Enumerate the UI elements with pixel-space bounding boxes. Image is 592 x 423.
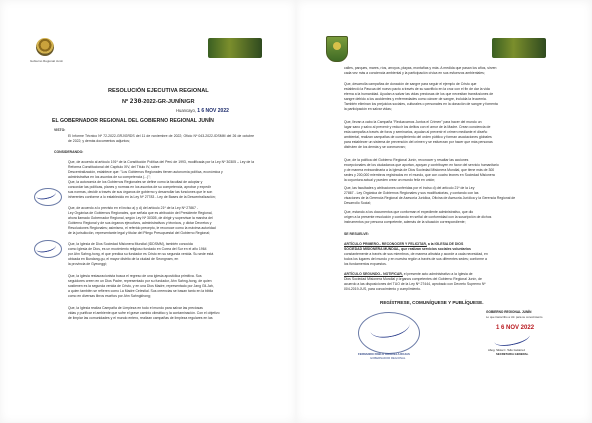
considering-label: CONSIDERANDO:	[54, 150, 84, 154]
paragraph-8: Que, llevan a cabo la Campaña "Reduzcamos Juntos el Crimen" para hacer del mundo un lugar sano y salvo al prevenir y reducir los delitos con el amor de la Madre. Crean conciencia de esta campaña a través de foros y seminarios, ayudan al prevenir el crimen mediante el diseño ambiental, realizan campañas de cumplimiento del orden público y forman asociaciones globales para establecer un sistema de prevención del crimen y se esfuerzan por hacer que más personas disfruten de los demás y se conmuevan;	[344, 120, 493, 150]
paragraph-6: Que, la Iglesia realiza Campaña de Limpieza en todo el mundo para salvar las preciosas vidas y purificar el ambiente que sufre el grave cambio climático y la contaminación. Con el objetivo de limpiar las comunidades y el mundo entero, realizan campañas de limpieza regulares en las	[68, 306, 220, 321]
paragraph-9: Que, de la política del Gobierno Regional Junín, reconocer y resaltar las acciones excepcionales de los ciudadanos que aportan, apoyan y contribuyen en favor del servicio humanitario y de manera extraordinaria a la Iglesia de Dios Sociedad Misionera Mundial, que tiene más de 300 sedes y 200,000 miembros registrados en el mundo, que con cuatro leones en Sociedad Misionera la coyuntura actual y pueden crear un mundo feliz en unión;	[344, 158, 499, 183]
copy-stamp-text: Lo que transcribo a Ud. para su conocimiento	[486, 315, 543, 319]
closing-formula: REGÍSTRESE, COMUNÍQUESE Y PUBLÍQUESE.	[380, 300, 484, 305]
regional-brand-logo-icon	[492, 38, 546, 58]
signer-role: GOBERNADOR REGIONAL	[370, 356, 406, 360]
logo-caption: Gobierno Regional Junín	[30, 59, 64, 63]
paragraph-4: Que, la Iglesia de Dios Sociedad Misionera Mundial (IDDSMM), también conocida como Iglesia de Dios, es un movimiento religioso fundado en Corea del Sur en el año 1964 por Ahn Sahng-hong, el que predica su fundador es Cristo en su segunda venida. Su sede está ubicada en Bundang-gu, el mayor distrito de la ciudad de Seongnam, en la provincia de Gyeonggi;	[68, 242, 214, 267]
seen-label: VISTO:	[54, 128, 66, 132]
copy-stamp-date: 1 6 NOV 2022	[496, 325, 535, 331]
copy-stamp-org: GOBIERNO REGIONAL JUNÍN	[486, 310, 532, 314]
secretary-role: SECRETARIA GENERAL	[496, 352, 529, 356]
seen-text: El Informe Técnico Nº 72-2022-GRJ/GRDS del 11 de noviembre de 2022; Oficio Nº 043-2022-IDSMM del 26 de octubre de 2022; y demás documentos adjuntos;	[68, 134, 254, 144]
regional-brand-logo-icon	[208, 38, 262, 58]
paragraph-10: Que, las facultades y atribuciones conferidas por el inciso d) del artículo 21º de la Ley 27867 - Ley Orgánica de Gobiernos Regionales y sus modificatorias, y contando con las visaciones de la Gerencia Regional de Asesoría Jurídica, Oficina de Asesoría Jurídica y la Gerencia Regional de Desarrollo Social;	[344, 186, 516, 206]
continuation-text: calles, parques, mares, ríos, arroyos, playas, montañas y más. A medida que pasan los años, sirven cada vez más a conciencia ambiental y la participación cívica en sus esfuerzos ambientales;	[344, 66, 497, 76]
paragraph-7: Que, desarrolla campañas de donación de sangre para seguir el ejemplo de Cristo que estableció la Pascua del nuevo pacto a través de su sacrificio en la cruz con el fin de dar la vida eterna a la humanidad. Ayudan a salvar las vidas preciosas de los que necesitan transfusiones de sangre debido a los accidentes y enfermedades como cáncer de sangre, incluida la leucemia. También eliminan los prejuicios sociales, culturales o personales en la donación de sangre y fomenta la participación en salvar vidas;	[344, 82, 498, 112]
national-crest-icon	[36, 38, 54, 56]
secretary-signature-icon	[493, 328, 531, 348]
paragraph-2: Que, la autonomía de los Gobiernos Regionales se define como la facultad de adoptar y concordar las políticas, planes y normas en los asuntos de su competencia, aprobar y expedir sus normas, decidir a través de sus órganos de gobierno y desarrollar las funciones que le son inherentes conforme a lo establecido en la Ley Nº 27783 - Ley de Bases de la Descentralización;	[68, 180, 216, 200]
signer-name: FERNANDO PABLO ORIHUELA ROJAS	[358, 352, 410, 356]
resolution-title: RESOLUCIÓN EJECUTIVA REGIONAL	[108, 88, 209, 94]
paragraph-1: Que, de acuerdo al artículo 191º de la Constitución Política del Perú de 1993, modificada por la Ley Nº 30305 – Ley de la Reforma Constitucional del Capítulo XIV, del Título IV, sobre Descentralización, establece que: "Los Gobiernos Regionales tienen autonomía política, económica y administrativa en los asuntos de su competencia (...)";	[68, 160, 254, 180]
article-first: ARTÍCULO PRIMERO.- RECONOCER Y FELICITAR, a la IGLESIA DE DIOS SOCIEDAD MISIONERA MUNDIAL, que realizan servicios sociales voluntarios constantemente a través de sus miembros, de manera altruista y acorde a cada necesidad, en todos los lugares del mundo y en nuestra región a través de sus diferentes sedes; conforme a los fundamentos expuestos.	[344, 242, 488, 267]
resolve-label: SE RESUELVE:	[344, 232, 369, 236]
place-date: Huancayo, 1 6 NOV 2022	[176, 108, 229, 114]
regional-shield-icon	[326, 36, 348, 62]
resolution-number: Nº 230-2022-GR-JUNÍN/GR	[122, 97, 195, 105]
article-second: ARTÍCULO SEGUNDO.- NOTIFICAR, el presente acto administrativo a la Iglesia de Dios Sociedad Misionera Mundial y órganos competentes del Gobierno Regional Junín, de acuerdo a las disposiciones del TUO de la Ley Nº 27444, aprobado con Decreto Supremo Nº 004-2019-JUS, para conocimiento y cumplimiento.	[344, 272, 486, 292]
paragraph-11: Que, estando a los documentos que conforman el expediente administrativo, que dio origen a la presente resolución y contando en señal de conformidad con la suscripción de dichos instrumentos por persona competente, además de la situación correspondiente;	[344, 210, 492, 225]
document-page-2	[296, 0, 592, 423]
paragraph-5: Que, la iglesia restauracionista busca el regreso de una iglesia apostólica primitiva. Sus seguidores creen en un Dios Padre, representado por su fundador, Ahn Sahng-hong, de quien sostienen es la segunda venida de Cristo, y en una Dios Madre, representado por Jang Gil-Jah, a quien también se refieren como La Madre Celestial. Sus creencias se basan tanto en la biblia como en diversas libros escritos por Ahn Sahngkhong;	[68, 274, 214, 299]
paragraph-3: Que, de acuerdo a lo previsto en el inciso a) y d) del artículo 21º de la Ley Nº 27867 - Ley Orgánica de Gobiernos Regionales, que señala que es atribución del Presidente Regional, ahora llamado Gobernador Regional, según Ley Nº 30305, de dirigir y supervisar la marcha del Gobierno Regional y de sus órganos ejecutivos, administrativos y técnicos, y dictar Decretos y Resoluciones Regionales; asimismo, el referido precepto, le reconoce como la máxima autoridad de la jurisdicción, representante legal y titular del Pliego Presupuestal del Gobierno Regional;	[68, 206, 216, 236]
secretary-name: Abog. Silvia C. Tello Gutiérrez	[488, 348, 526, 352]
issuer-heading: EL GOBERNADOR REGIONAL DEL GOBIERNO REGIONAL JUNÍN	[52, 118, 214, 124]
